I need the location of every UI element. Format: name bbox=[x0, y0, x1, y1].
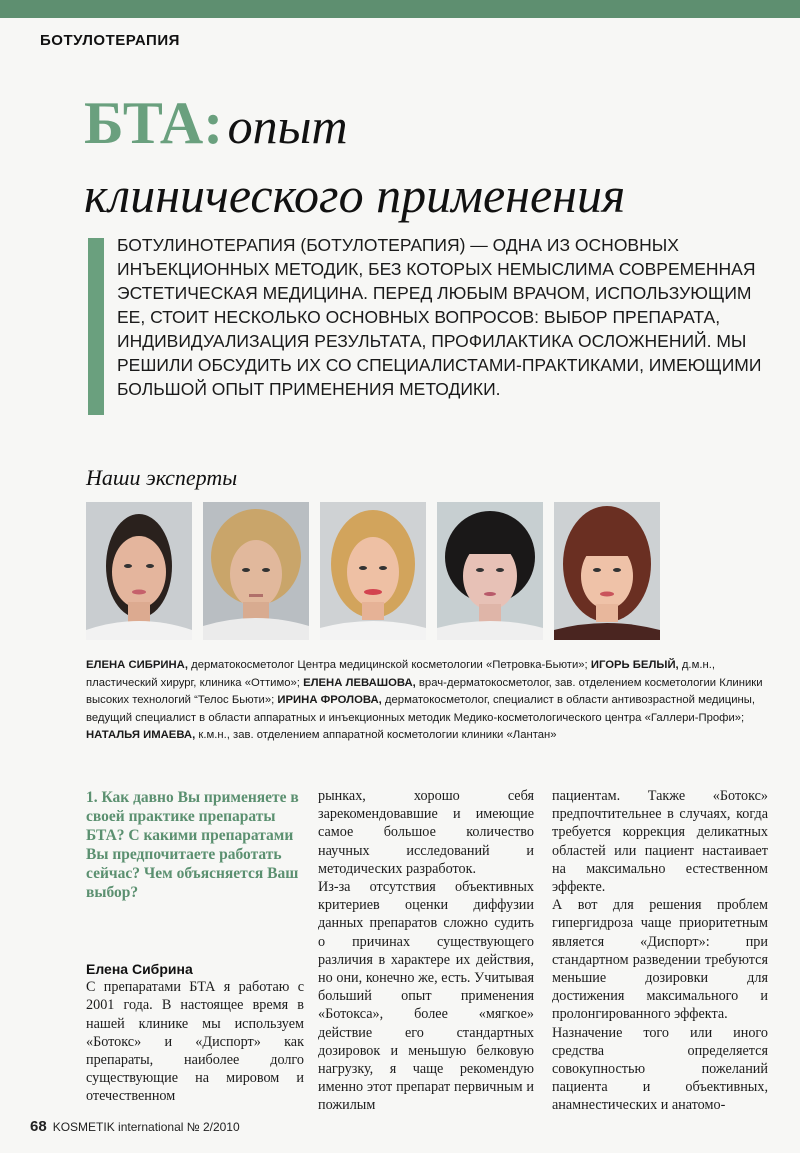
expert-desc: д.м.н., пластический хирург, клиника «Оттимо»; bbox=[86, 659, 715, 689]
column-1-text: С препаратами БТА я работаю с 2001 года. В настоящее время в нашей клинике мы используем «Ботокс» и «Диспорт» как препараты, наиболее долго существующие на мировом и отечественном bbox=[86, 979, 304, 1105]
question-heading: 1. Как давно Вы применяете в своей практике препараты БТА? С какими препаратами Вы предпочитаете работать сейчас? Чем объясняется Ваш выбор? bbox=[86, 789, 299, 901]
expert-desc: дерматокосметолог, специалист в области антивозрастной медицины, ведущий специалист в области аппаратных и инъекционных методик Медико-косметологического центра «Галлери-Профи»; bbox=[86, 694, 756, 724]
lead-accent-bar bbox=[88, 238, 104, 415]
expert-name: НАТАЛЬЯ ИМАЕВА, bbox=[86, 729, 196, 741]
portrait-elena-levashova bbox=[320, 502, 426, 640]
expert-name: ЕЛЕНА СИБРИНА, bbox=[86, 659, 188, 671]
expert-name: ЕЛЕНА ЛЕВАШОВА, bbox=[303, 676, 416, 689]
article-title bbox=[84, 90, 764, 236]
column-2-paragraph-1: рынках, хорошо себя зарекомендовавшие и имеющие самое большое количество научных исследований и методических разработок. bbox=[318, 788, 534, 877]
column-3-paragraph-3: Назначение того или иного средства определяется совокупностью пожеланий пациента и объективных, анамнестических и анатомо- bbox=[552, 1024, 768, 1114]
title-acronym: БТА: bbox=[84, 90, 224, 156]
column-3-paragraph-2: А вот для решения проблем гипергидроза чаще приоритетным является «Диспорт»: при стандартном разведении требуются меньшие дозировки для достижения максимального и пролонгированного эффекта. bbox=[552, 897, 768, 1023]
page-number: 68 bbox=[30, 1118, 47, 1135]
magazine-issue: KOSMETIK international № 2/2010 bbox=[52, 1120, 240, 1134]
expert-name: ИГОРЬ БЕЛЫЙ, bbox=[590, 659, 679, 671]
title-line2: клинического применения bbox=[84, 167, 626, 223]
expert-name: ИРИНА ФРОЛОВА, bbox=[277, 694, 382, 706]
column-2-paragraph-2: Из-за отсутствия объективных критериев оценки диффузии данных препаратов сложно судить о причинах существующего различия в характере их действия, но они, конечно же, есть. Учитывая больший опыт применения «Ботокса», более «мягкое» действие его стандартных дозировок и меньшую белковую нагрузку, я чаще рекомендую именно этот препарат первичным и пожилым bbox=[318, 879, 534, 1114]
portrait-natalia-imaeva bbox=[554, 502, 660, 640]
portrait-irina-frolova bbox=[437, 502, 543, 640]
top-color-band bbox=[0, 0, 800, 18]
expert-desc: дерматокосметолог Центра медицинской косметологии «Петровка-Бьюти»; bbox=[187, 659, 591, 671]
portrait-igor-beliy bbox=[203, 502, 309, 640]
experts-heading: Наши эксперты bbox=[86, 465, 238, 490]
column-3-paragraph-1: пациентам. Также «Ботокс» предпочтительнее в случаях, когда требуется коррекция деликатных областей или пациент настаивает на максимально естественном эффекте. bbox=[552, 788, 768, 896]
expert-bios bbox=[86, 657, 776, 745]
title-line1-rest: опыт bbox=[227, 98, 348, 154]
page-footer bbox=[30, 1118, 240, 1135]
expert-desc: врач-дерматокосметолог, зав. отделением косметологии Клиники высоких технологий “Телос Бьюти»; bbox=[86, 676, 763, 706]
expert-desc: к.м.н., зав. отделением аппаратной косметологии клиники «Лантан» bbox=[195, 729, 557, 741]
lead-paragraph: БОТУЛИНОТЕРАПИЯ (БОТУЛОТЕРАПИЯ) — ОДНА ИЗ ОСНОВНЫХ ИНЪЕКЦИОННЫХ МЕТОДИК, БЕЗ КОТОРЫХ НЕМЫСЛИМА СОВРЕМЕННАЯ ЭСТЕТИЧЕСКАЯ МЕДИЦИНА. ПЕРЕД ЛЮБЫМ ВРАЧОМ, ИСПОЛЬЗУЮЩИМ ЕЕ, СТОИТ НЕСКОЛЬКО ОСНОВНЫХ ВОПРОСОВ: ВЫБОР ПРЕПАРАТА, ИНДИВИДУАЛИЗАЦИЯ РЕЗУЛЬТАТА, ПРОФИЛАКТИКА ОСЛОЖНЕНИЙ. МЫ РЕШИЛИ ОБСУДИТЬ ИХ СО СПЕЦИАЛИСТАМИ-ПРАКТИКАМИ, ИМЕЮЩИМИ БОЛЬШОЙ ОПЫТ ПРИМЕНЕНИЯ МЕТОДИКИ. bbox=[117, 235, 762, 399]
section-label: БОТУЛОТЕРАПИЯ bbox=[40, 32, 180, 49]
portrait-elena-sibrina bbox=[86, 502, 192, 640]
column-1 bbox=[86, 788, 304, 1106]
answer-author: Елена Сибрина bbox=[86, 961, 193, 977]
column-3 bbox=[552, 787, 768, 1115]
column-2 bbox=[318, 787, 534, 1115]
expert-portraits bbox=[86, 502, 666, 640]
